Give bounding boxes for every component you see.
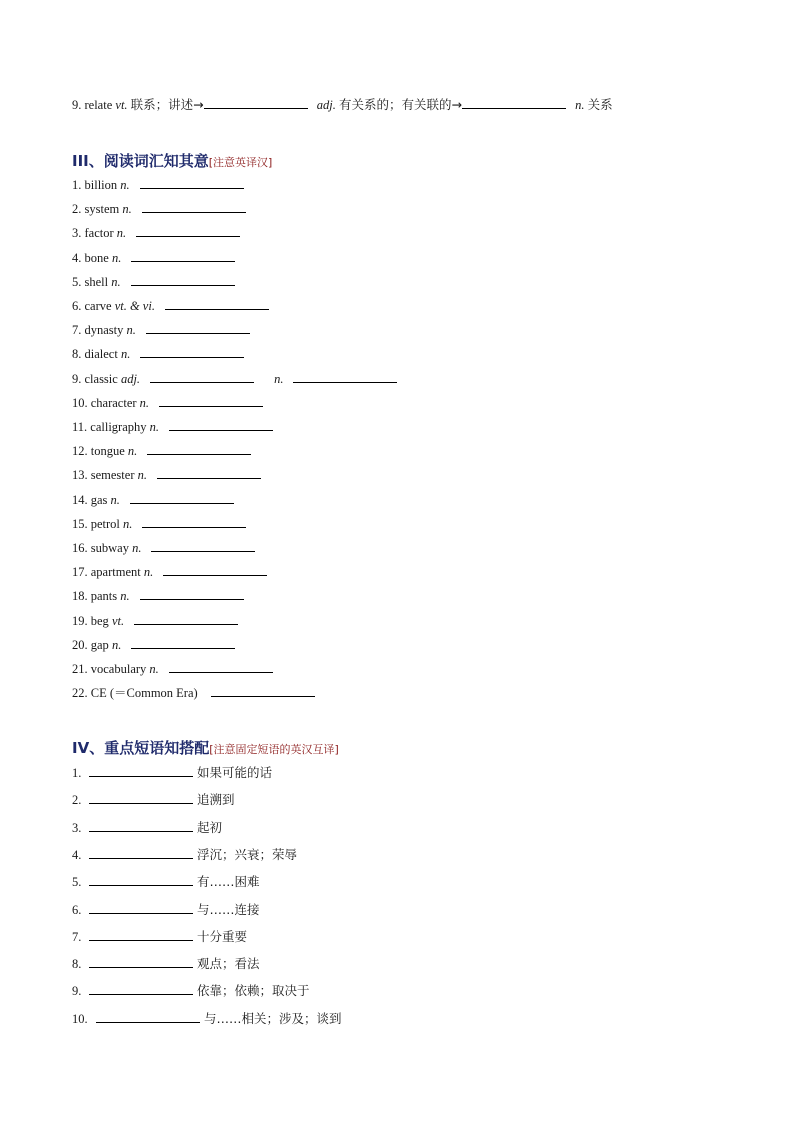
answer-blank[interactable]	[131, 273, 235, 286]
section-heading-phrases	[72, 737, 339, 758]
vocab-item	[72, 636, 235, 653]
item-word: dynasty	[84, 323, 127, 338]
item-number: 16.	[72, 541, 91, 555]
vocab-item	[72, 394, 263, 411]
vocab-item	[72, 563, 267, 580]
vocab-item	[72, 612, 238, 629]
item-pos: n.	[137, 468, 147, 483]
answer-blank[interactable]	[89, 819, 193, 832]
item-word: system	[84, 202, 123, 217]
answer-blank[interactable]	[96, 1010, 200, 1023]
section-title: III、阅读词汇知其意	[72, 152, 209, 170]
answer-blank[interactable]	[169, 418, 273, 431]
relate-entry	[72, 96, 613, 113]
item-word: subway	[90, 541, 133, 555]
item-word: character	[90, 395, 140, 410]
vocab-item	[72, 539, 255, 556]
item-pos: adj.	[120, 371, 141, 386]
answer-blank[interactable]	[159, 394, 263, 407]
entry-pos: vt.	[115, 98, 128, 112]
item-pos: vt. & vi.	[114, 299, 155, 313]
phrase-item	[72, 819, 222, 836]
item-meaning: 十分重要	[197, 928, 248, 944]
section-heading-reading-vocab	[72, 150, 272, 171]
item-number: 6.	[72, 299, 85, 313]
answer-blank[interactable]	[131, 636, 235, 649]
item-number: 3.	[72, 820, 82, 835]
item-pos: n.	[132, 541, 142, 555]
item-word: tongue	[90, 444, 128, 459]
phrase-item	[72, 901, 260, 918]
phrase-item	[72, 982, 310, 999]
answer-blank[interactable]	[204, 96, 308, 109]
answer-blank[interactable]	[130, 491, 234, 504]
section-note: [注意固定短语的英汉互译]	[209, 743, 339, 756]
item-number: 19.	[72, 613, 91, 628]
answer-blank[interactable]	[146, 321, 250, 334]
item-word: pants	[90, 589, 121, 604]
answer-blank[interactable]	[163, 563, 267, 576]
item-pos: n.	[120, 589, 130, 604]
item-number: 18.	[72, 589, 91, 604]
phrase-item	[72, 955, 260, 972]
entry-pos: n.	[575, 98, 585, 112]
item-pos: vt.	[111, 613, 125, 628]
item-number: 12.	[72, 444, 91, 459]
item-number: 7.	[72, 929, 82, 944]
item-pos: n.	[111, 274, 121, 289]
item-meaning: 起初	[197, 819, 223, 835]
answer-blank[interactable]	[131, 249, 235, 262]
item-number: 8.	[72, 957, 82, 972]
vocab-item	[72, 660, 273, 677]
entry-meaning: 关系	[587, 97, 613, 112]
item-number: 13.	[72, 468, 91, 483]
section-title: IV、重点短语知搭配	[72, 739, 210, 757]
item-word: petrol	[90, 516, 124, 531]
item-number: 9.	[72, 371, 85, 386]
answer-blank[interactable]	[136, 224, 240, 237]
answer-blank[interactable]	[165, 297, 269, 310]
item-number: 14.	[72, 492, 91, 507]
item-number: 17.	[72, 565, 91, 580]
answer-blank[interactable]	[89, 846, 193, 859]
item-number: 1.	[72, 178, 85, 192]
item-word: shell	[84, 274, 112, 289]
phrase-item	[72, 791, 235, 808]
item-number: 6.	[72, 902, 82, 917]
item-word: calligraphy	[90, 420, 150, 434]
entry-pos: adj.	[316, 98, 336, 112]
item-meaning: 浮沉；兴衰；荣辱	[197, 846, 298, 862]
item-word: apartment	[90, 565, 144, 580]
item-pos: n.	[149, 420, 160, 434]
item-number: 3.	[72, 226, 85, 241]
item-number: 20.	[72, 637, 91, 652]
entry-word: relate	[84, 98, 113, 112]
vocab-item	[72, 200, 246, 217]
vocab-item	[72, 176, 244, 193]
item-number: 2.	[72, 202, 85, 217]
phrase-item	[72, 1010, 342, 1027]
item-number: 9.	[72, 984, 82, 999]
vocab-item	[72, 587, 244, 604]
answer-blank[interactable]	[211, 684, 315, 697]
item-pos: n.	[143, 565, 154, 580]
answer-blank[interactable]	[89, 901, 193, 914]
vocab-item	[72, 684, 315, 701]
answer-blank[interactable]	[462, 96, 566, 109]
item-number: 8.	[72, 347, 85, 362]
item-number: 11.	[72, 420, 91, 434]
entry-number: 9.	[72, 98, 82, 112]
item-pos: n.	[274, 371, 284, 386]
item-meaning: 如果可能的话	[197, 765, 273, 780]
vocab-item	[72, 224, 240, 241]
answer-blank[interactable]	[157, 466, 261, 479]
answer-blank[interactable]	[169, 660, 273, 673]
item-word: CE (＝Common Era)	[90, 686, 201, 701]
item-number: 4.	[72, 250, 85, 265]
item-meaning: 追溯到	[197, 792, 235, 808]
answer-blank[interactable]	[89, 955, 193, 968]
item-pos: n.	[120, 178, 130, 192]
answer-blank[interactable]	[89, 764, 193, 777]
section-note: [注意英译汉]	[208, 156, 273, 169]
item-word: carve	[84, 299, 115, 313]
vocab-item	[72, 297, 269, 314]
item-pos: n.	[123, 516, 133, 531]
vocab-item	[72, 418, 273, 435]
item-number: 10.	[72, 395, 91, 410]
item-pos: n.	[110, 492, 120, 507]
vocab-item	[72, 345, 244, 362]
item-pos: n.	[111, 250, 122, 265]
vocab-item	[72, 466, 261, 483]
answer-blank[interactable]	[147, 442, 251, 455]
answer-blank[interactable]	[293, 370, 397, 383]
answer-blank[interactable]	[151, 539, 255, 552]
item-number: 10.	[72, 1011, 88, 1026]
item-pos: n.	[149, 662, 159, 676]
entry-meaning: 有关系的；有关联的→	[339, 97, 462, 112]
item-number: 15.	[72, 516, 91, 531]
item-word: beg	[90, 613, 112, 628]
item-word: gas	[90, 492, 111, 507]
item-number: 4.	[72, 847, 82, 862]
item-word: gap	[90, 637, 112, 652]
item-word: factor	[84, 226, 117, 241]
answer-blank[interactable]	[89, 982, 193, 995]
vocab-item	[72, 442, 251, 459]
item-word: vocabulary	[90, 662, 150, 676]
item-meaning: 与……相关；涉及；谈到	[204, 1010, 342, 1026]
phrase-item	[72, 846, 297, 863]
item-number: 7.	[72, 323, 85, 338]
item-word: dialect	[84, 347, 121, 362]
item-pos: n.	[116, 226, 127, 241]
item-word: semester	[90, 468, 138, 483]
item-word: classic	[84, 371, 121, 386]
item-pos: n.	[126, 323, 136, 338]
item-meaning: 与……连接	[197, 901, 260, 917]
answer-blank[interactable]	[142, 515, 246, 528]
answer-blank[interactable]	[89, 928, 193, 941]
item-meaning: 有……困难	[197, 874, 260, 890]
vocab-item	[72, 321, 250, 338]
answer-blank[interactable]	[89, 873, 193, 886]
item-pos: n.	[122, 202, 132, 217]
vocab-item	[72, 515, 246, 532]
phrase-item	[72, 764, 272, 781]
entry-meaning: 联系；讲述→	[130, 97, 204, 112]
item-word: billion	[84, 178, 121, 192]
answer-blank[interactable]	[140, 587, 244, 600]
vocab-item	[72, 491, 234, 508]
answer-blank[interactable]	[150, 370, 254, 383]
item-word: bone	[84, 250, 112, 265]
item-number: 21.	[72, 662, 91, 676]
item-pos: n.	[139, 395, 150, 410]
answer-blank[interactable]	[142, 200, 246, 213]
phrase-item	[72, 928, 247, 945]
vocab-item	[72, 370, 397, 387]
item-number: 22.	[72, 686, 91, 701]
answer-blank[interactable]	[140, 176, 244, 189]
phrase-item	[72, 873, 260, 890]
item-number: 1.	[72, 766, 82, 780]
item-pos: n.	[120, 347, 131, 362]
vocab-item	[72, 273, 235, 290]
answer-blank[interactable]	[89, 791, 193, 804]
item-number: 5.	[72, 274, 85, 289]
item-number: 2.	[72, 793, 82, 808]
item-number: 5.	[72, 875, 82, 890]
vocab-item	[72, 249, 235, 266]
item-meaning: 依靠；依赖；取决于	[197, 983, 310, 999]
item-pos: n.	[111, 637, 122, 652]
answer-blank[interactable]	[140, 345, 244, 358]
answer-blank[interactable]	[134, 612, 238, 625]
item-pos: n.	[127, 444, 138, 459]
item-meaning: 观点；看法	[197, 956, 260, 972]
